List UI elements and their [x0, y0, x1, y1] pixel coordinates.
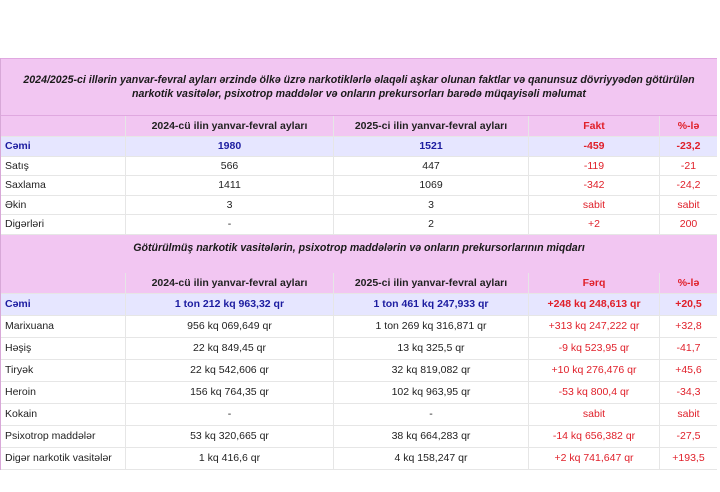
cell-2025: 1069	[334, 176, 529, 195]
table2-header-2025: 2025-ci ilin yanvar-fevral ayları	[334, 273, 529, 293]
table2-header-ferq: Fərq	[529, 273, 660, 293]
cell-ferq: sabit	[529, 404, 660, 425]
cell-percent: -21	[680, 159, 697, 172]
cell-2024: 22 kq 542,606 qr	[126, 360, 334, 381]
table1-total-2024: 1980	[126, 137, 334, 156]
cell-2025: 13 kq 325,5 qr	[334, 338, 529, 359]
cell-2024: 22 kq 849,45 qr	[126, 338, 334, 359]
table-row	[1, 426, 717, 448]
table1-total-row	[1, 137, 717, 157]
table2-total-ferq: +248 kq 248,613 qr	[529, 294, 660, 315]
table-row	[1, 338, 717, 360]
cell-fakt: -342	[529, 176, 660, 195]
cell-percent: -27,5	[676, 430, 701, 442]
table2-header-label	[1, 273, 126, 293]
row-label: Satış	[1, 157, 126, 176]
table1-total-fakt: -459	[529, 137, 660, 156]
row-label: Tiryək	[1, 360, 126, 381]
table2-total-label: Cəmi	[1, 294, 126, 315]
cell-2024: 53 kq 320,665 qr	[126, 426, 334, 447]
table1-header-label	[1, 116, 126, 136]
table-row	[1, 215, 717, 235]
cell-2024: 1411	[126, 176, 334, 195]
row-label: Psixotrop maddələr	[1, 426, 126, 447]
table1-header-2024: 2024-cü ilin yanvar-fevral ayları	[126, 116, 334, 136]
comparison-sheet	[0, 58, 717, 470]
table2-header-2024: 2024-cü ilin yanvar-fevral ayları	[126, 273, 334, 293]
table-row	[1, 360, 717, 382]
row-label: Saxlama	[1, 176, 126, 195]
cell-ferq: +2 kq 741,647 qr	[529, 448, 660, 469]
cell-percent: +32,8	[675, 320, 702, 332]
cell-2024: -	[126, 215, 334, 234]
cell-2024: 156 kq 764,35 qr	[126, 382, 334, 403]
cell-2025: 38 kq 664,283 qr	[334, 426, 529, 447]
cell-percent: -24,2	[676, 179, 701, 192]
table1-header-2025: 2025-ci ilin yanvar-fevral ayları	[334, 116, 529, 136]
table1-header-row	[1, 116, 717, 137]
cell-fakt: +2	[529, 215, 660, 234]
cell-percent: +193,5	[672, 452, 705, 464]
row-label: Əkin	[1, 196, 126, 215]
table-row	[1, 196, 717, 216]
table2-total-row	[1, 294, 717, 316]
table-row	[1, 176, 717, 196]
table1-total-percent: -23,2	[676, 140, 701, 153]
cell-2024: 3	[126, 196, 334, 215]
table2-total-2024: 1 ton 212 kq 963,32 qr	[126, 294, 334, 315]
table-row	[1, 448, 717, 470]
cell-percent: -34,3	[676, 386, 701, 398]
cell-2025: 3	[334, 196, 529, 215]
cell-2025: 4 kq 158,247 qr	[334, 448, 529, 469]
table2-total-percent: +20,5	[675, 298, 702, 310]
cell-2024: 1 kq 416,6 qr	[126, 448, 334, 469]
table1-header-fakt: Fakt	[529, 116, 660, 136]
cell-ferq: -14 kq 656,382 qr	[529, 426, 660, 447]
row-label: Heroin	[1, 382, 126, 403]
cell-2025: 102 kq 963,95 qr	[334, 382, 529, 403]
table1-total-label: Cəmi	[1, 137, 126, 156]
cell-percent: sabit	[677, 408, 700, 420]
row-label: Kokain	[1, 404, 126, 425]
cell-percent: 200	[679, 218, 698, 231]
row-label: Marixuana	[1, 316, 126, 337]
cell-ferq: +313 kq 247,222 qr	[529, 316, 660, 337]
table-row	[1, 404, 717, 426]
cell-fakt: sabit	[529, 196, 660, 215]
cell-2024: -	[126, 404, 334, 425]
table2-header-percent: %-lə	[677, 276, 700, 289]
row-label: Digər narkotik vasitələr	[1, 448, 126, 469]
table2-header-row	[1, 273, 717, 294]
table-row	[1, 316, 717, 338]
cell-ferq: -9 kq 523,95 qr	[529, 338, 660, 359]
cell-percent: sabit	[677, 198, 700, 211]
table1-total-2025: 1521	[334, 137, 529, 156]
cell-fakt: -119	[529, 157, 660, 176]
cell-ferq: +10 kq 276,476 qr	[529, 360, 660, 381]
table-row	[1, 157, 717, 177]
table1-header-percent: %-lə	[677, 120, 700, 132]
cell-2024: 956 kq 069,649 qr	[126, 316, 334, 337]
cell-2025: 2	[334, 215, 529, 234]
cell-2024: 566	[126, 157, 334, 176]
cell-percent: +45,6	[675, 364, 702, 376]
cell-2025: 1 ton 269 kq 316,871 qr	[334, 316, 529, 337]
section2-title: Götürülmüş narkotik vasitələrin, psixotrop maddələrin və onların prekursorlarının miqdarı	[1, 235, 717, 273]
cell-2025: 32 kq 819,082 qr	[334, 360, 529, 381]
cell-2025: 447	[334, 157, 529, 176]
row-label: Digərləri	[1, 215, 126, 234]
table2-total-2025: 1 ton 461 kq 247,933 qr	[334, 294, 529, 315]
row-label: Həşiş	[1, 338, 126, 359]
cell-2025: -	[334, 404, 529, 425]
page-title: 2024/2025-ci illərin yanvar-fevral ayları ərzində ölkə üzrə narkotiklərlə əlaqəli aşkar olunan faktlar və qanunsuz dövriyyədən götürülən narkotik vasitələr, psixotrop maddələr və onların prekursorları barədə müqayisəli məlumat	[1, 58, 717, 116]
table-row	[1, 382, 717, 404]
cell-percent: -41,7	[676, 342, 701, 354]
cell-ferq: -53 kq 800,4 qr	[529, 382, 660, 403]
